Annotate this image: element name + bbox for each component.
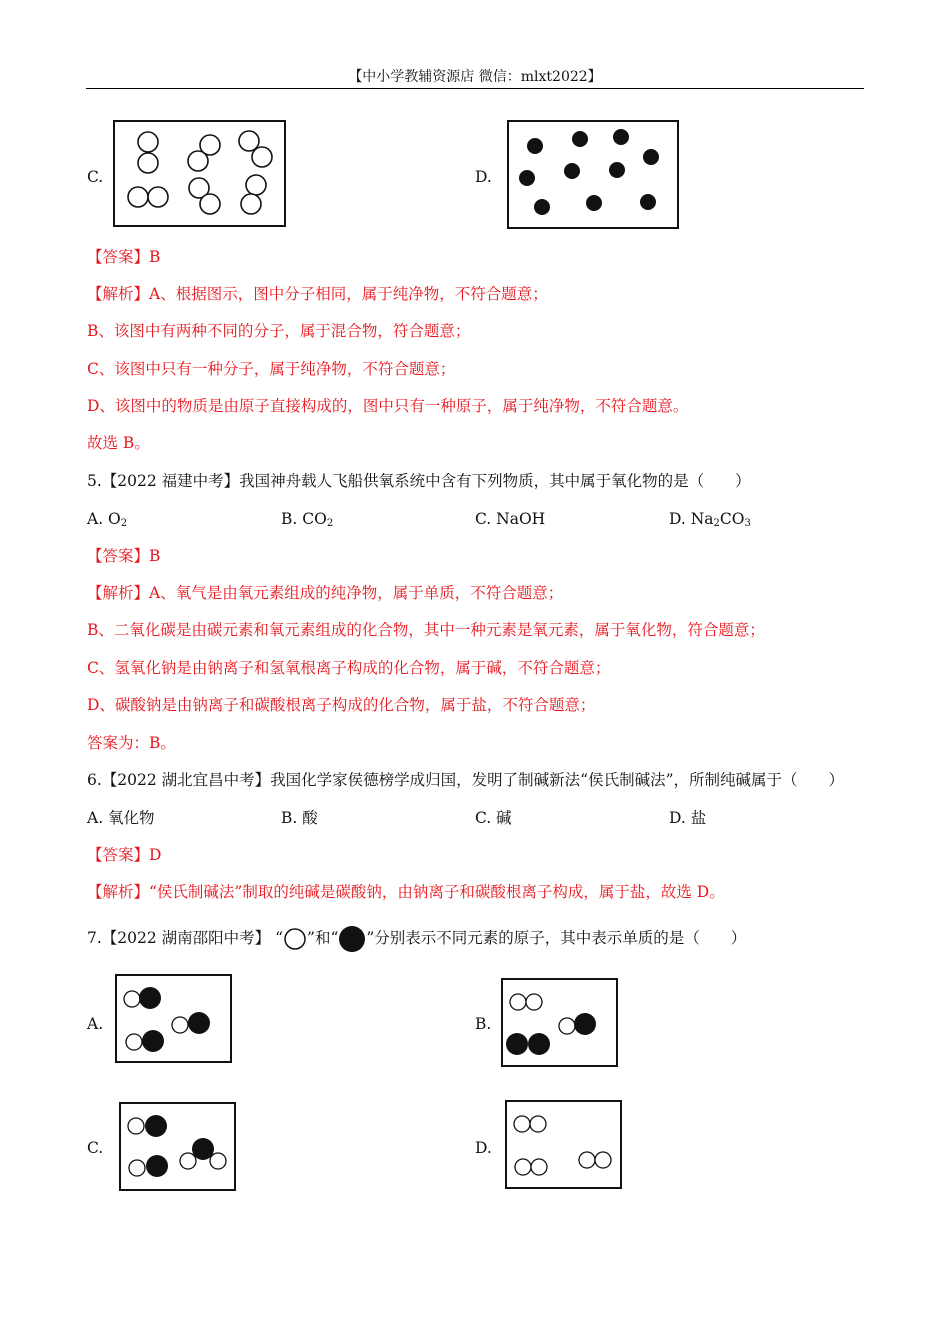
q4-figure-c <box>113 120 288 228</box>
q4-answer: 【答案】B <box>87 248 161 266</box>
page-header: 【中小学教辅资源店 微信：mlxt2022】 <box>86 66 864 89</box>
q4-analysis-b: B、该图中有两种不同的分子，属于混合物，符合题意； <box>87 322 471 340</box>
q7-figure-a <box>115 974 233 1064</box>
q5-answer: 【答案】B <box>87 547 161 565</box>
q5-option-d: D. $Na_2CO_3$ <box>669 510 751 529</box>
q6-stem: 6.【2022 湖北宜昌中考】我国化学家侯德榜学成归国，发明了制碱新法“侯氏制碱法”，所制纯碱属于（ ） <box>87 771 845 789</box>
q7-figure-d <box>505 1100 623 1190</box>
q4-analysis-c: C、该图中只有一种分子，属于纯净物，不符合题意； <box>87 360 456 378</box>
q5-analysis-b: B、二氧化碳是由碳元素和氧元素组成的化合物，其中一种元素是氧元素，属于氧化物，符合题意； <box>87 621 765 639</box>
q6-option-d: D. 盐 <box>669 809 707 827</box>
white-atom-icon <box>283 927 307 951</box>
q7-option-d-label: D. <box>475 1139 492 1157</box>
q7-figure-b <box>501 978 619 1068</box>
q4-analysis-d: D、该图中的物质是由原子直接构成的，图中只有一种原子，属于纯净物，不符合题意。 <box>87 397 689 415</box>
q5-analysis-a: 【解析】A、氧气是由氧元素组成的纯净物，属于单质，不符合题意； <box>87 584 564 602</box>
q5-option-c: C. NaOH <box>475 510 546 528</box>
q5-analysis-c: C、氢氧化钠是由钠离子和氢氧根离子构成的化合物，属于碱，不符合题意； <box>87 659 611 677</box>
q7-stem: 7.【2022 湖南邵阳中考】 “ ”和“ ”分别表示不同元素的原子，其中表示单质的是（ ） <box>87 925 746 953</box>
q6-option-b: B. 酸 <box>281 809 318 827</box>
q4-conclusion: 故选 B。 <box>87 434 150 452</box>
q7-option-a-label: A. <box>87 1015 104 1033</box>
black-atom-icon <box>338 925 366 953</box>
q6-option-a: A. 氧化物 <box>87 809 155 827</box>
q4-figure-d-label: D. <box>475 168 492 186</box>
q6-analysis: 【解析】“侯氏制碱法”制取的纯碱是碳酸钠，由钠离子和碳酸根离子构成，属于盐，故选 D。 <box>87 883 725 901</box>
q6-option-c: C. 碱 <box>475 809 512 827</box>
q5-stem: 5.【2022 福建中考】我国神舟载人飞船供氧系统中含有下列物质，其中属于氧化物的是（ ） <box>87 472 751 490</box>
q7-figure-c <box>119 1102 237 1192</box>
q5-conclusion: 答案为：B。 <box>87 734 176 752</box>
q5-option-b: B. $CO_2$ <box>281 510 334 529</box>
q7-option-b-label: B. <box>475 1015 492 1033</box>
q5-option-a: A. $O_2$ <box>87 510 128 529</box>
q6-answer: 【答案】D <box>87 846 162 864</box>
q5-analysis-d: D、碳酸钠是由钠离子和碳酸根离子构成的化合物，属于盐，不符合题意； <box>87 696 596 714</box>
q4-figure-c-label: C. <box>87 168 104 186</box>
q4-figure-d <box>507 120 682 230</box>
q4-analysis-a: 【解析】A、根据图示，图中分子相同，属于纯净物，不符合题意； <box>87 285 548 303</box>
q7-option-c-label: C. <box>87 1139 104 1157</box>
